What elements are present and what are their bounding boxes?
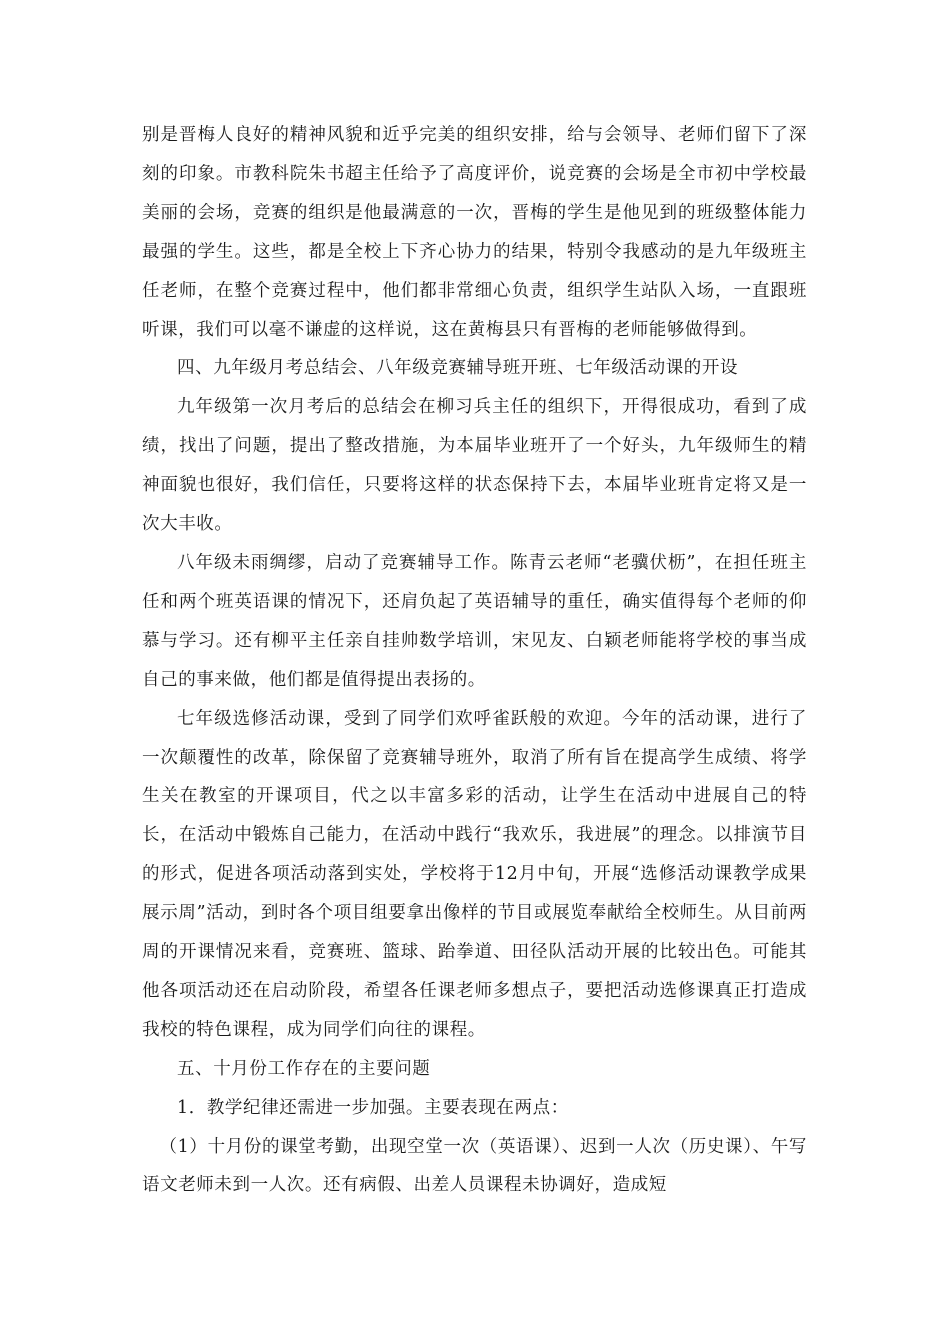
section-heading-four: 四、九年级月考总结会、八年级竞赛辅导班开班、七年级活动课的开设: [177, 358, 739, 379]
document-body: [142, 116, 807, 1205]
list-item-teaching-discipline: 1．教学纪律还需进一步加强。主要表现在两点：: [177, 1097, 569, 1118]
section-heading-five: 五、十月份工作存在的主要问题: [177, 1058, 431, 1079]
paragraph-grade-nine: 九年级第一次月考后的总结会在柳习兵主任的组织下，开得很成功，看到了成绩，找出了问题，提出了整改措施，为本届毕业班开了一个好头，九年级师生的精神面貌也很好，我们信任，只要将这样的状态保持下去，本届毕业班肯定将又是一次大丰收。: [142, 397, 807, 535]
paragraph-grade-seven: 七年级选修活动课，受到了同学们欢呼雀跃般的欢迎。今年的活动课，进行了一次颠覆性的改革，除保留了竞赛辅导班外，取消了所有旨在提高学生成绩、将学生关在教室的开课项目，代之以丰富多彩的活动，让学生在活动中进展自己的特长，在活动中锻炼自己能力，在活动中践行“我欢乐，我进展”的理念。以排演节目的形式，促进各项活动落到实处，学校将于12月中旬，开展“选修活动课教学成果展示周”活动，到时各个项目组要拿出像样的节目或展览奉献给全校师生。从目前两周的开课情况来看，竞赛班、篮球、跆拳道、田径队活动开展的比较出色。可能其他各项活动还在启动阶段，希望各任课老师多想点子，要把活动选修课真正打造成我校的特色课程，成为同学们向往的课程。: [142, 708, 807, 1040]
paragraph-grade-eight: 八年级未雨绸缪，启动了竞赛辅导工作。陈青云老师“老骥伏枥”，在担任班主任和两个班英语课的情况下，还肩负起了英语辅导的重任，确实值得每个老师的仰慕与学习。还有柳平主任亲自挂帅数学培训，宋见友、白颖老师能将学校的事当成自己的事来做，他们都是值得提出表扬的。: [142, 552, 807, 690]
sub-item-attendance: （1）十月份的课堂考勤，出现空堂一次（英语课）、迟到一人次（历史课）、午写语文老师未到一人次。还有病假、出差人员课程未协调好，造成短: [142, 1136, 807, 1196]
paragraph-continuation: 别是晋梅人良好的精神风貌和近乎完美的组织安排，给与会领导、老师们留下了深刻的印象。市教科院朱书超主任给予了高度评价，说竞赛的会场是全市初中学校最美丽的会场，竞赛的组织是他最满意的一次，晋梅的学生是他见到的班级整体能力最强的学生。这些，都是全校上下齐心协力的结果，特别令我感动的是九年级班主任老师，在整个竞赛过程中，他们都非常细心负责，组织学生站队入场，一直跟班听课，我们可以毫不谦虚的这样说，这在黄梅县只有晋梅的老师能够做得到。: [142, 125, 807, 340]
